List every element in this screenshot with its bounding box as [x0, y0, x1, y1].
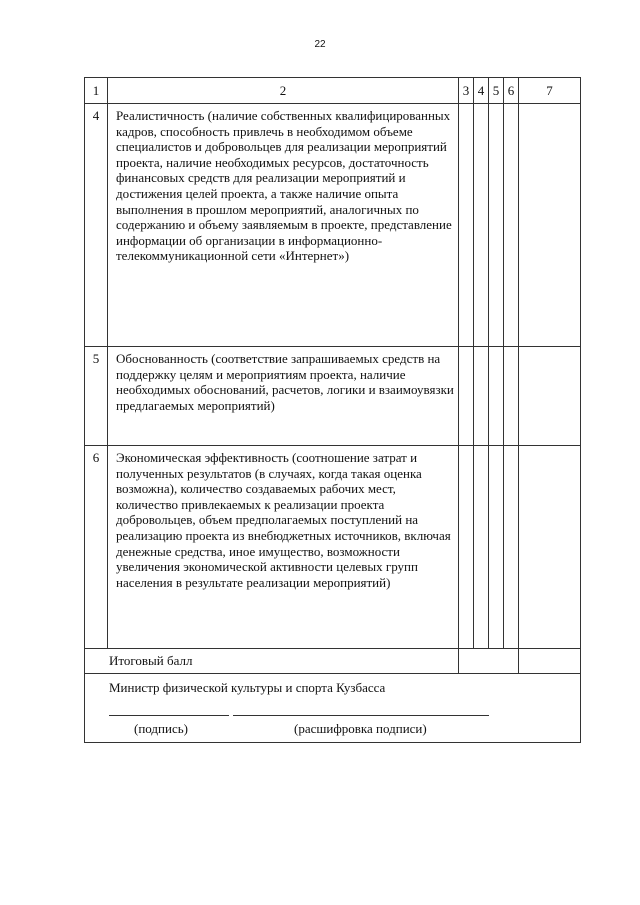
total-score-cell-3-6[interactable] [459, 649, 519, 674]
header-col-4: 4 [474, 78, 489, 104]
row-number: 5 [85, 347, 108, 446]
score-cell-7[interactable] [519, 104, 581, 347]
score-cell-4[interactable] [474, 104, 489, 347]
total-row [85, 649, 581, 674]
signature-row [85, 674, 581, 743]
score-cell-5[interactable] [489, 104, 504, 347]
score-cell-6[interactable] [504, 104, 519, 347]
score-cell-4[interactable] [474, 446, 489, 649]
total-score-cell-7[interactable] [519, 649, 581, 674]
score-cell-6[interactable] [504, 347, 519, 446]
header-col-5: 5 [489, 78, 504, 104]
criterion-text: Обоснованность (соответствие запрашиваемых средств на поддержку целям и мероприятиям проекта, наличие необходимых обоснований, расчетов, логики и взаимоувязки предлагаемых мероприятий) [108, 347, 459, 446]
evaluation-table [84, 77, 581, 743]
score-cell-5[interactable] [489, 347, 504, 446]
signature-line[interactable] [109, 715, 229, 716]
score-cell-3[interactable] [459, 446, 474, 649]
row-number: 4 [85, 104, 108, 347]
table-row [85, 446, 581, 649]
decoding-caption: (расшифровка подписи) [294, 721, 427, 736]
score-cell-6[interactable] [504, 446, 519, 649]
score-cell-7[interactable] [519, 446, 581, 649]
score-cell-7[interactable] [519, 347, 581, 446]
criterion-text: Экономическая эффективность (соотношение затрат и полученных результатов (в случаях, когда такая оценка возможна), количество создаваемых рабочих мест, количество привлекаемых к реализации проекта добровольцев, объем предполагаемых поступлений на реализацию проекта из внебюджетных источников, включая денежные средства, иное имущество, возможности увеличения экономической активности целевых групп населения в результате реализации мероприятий) [108, 446, 459, 649]
table-row [85, 104, 581, 347]
score-cell-4[interactable] [474, 347, 489, 446]
score-cell-3[interactable] [459, 104, 474, 347]
signature-caption: (подпись) [134, 721, 188, 736]
header-col-6: 6 [504, 78, 519, 104]
header-col-1: 1 [85, 78, 108, 104]
minister-title: Министр физической культуры и спорта Кузбасса [109, 680, 386, 695]
signature-decoding-line[interactable] [233, 715, 489, 716]
header-col-3: 3 [459, 78, 474, 104]
table-header-row [85, 78, 581, 104]
score-cell-5[interactable] [489, 446, 504, 649]
row-number: 6 [85, 446, 108, 649]
header-col-7: 7 [519, 78, 581, 104]
signature-block [85, 674, 581, 743]
criterion-text: Реалистичность (наличие собственных квалифицированных кадров, способность привлечь в необходимом объеме специалистов и добровольцев для реализации мероприятий проекта, наличие необходимых ресурсов, достаточность финансовых средств для реализации мероприятий и достижения целей проекта, а также наличие опыта выполнения в прошлом мероприятий, аналогичных по содержанию и объему заявляемым в проекте, представление информации об организации в информационно-телекоммуникационной сети «Интернет») [108, 104, 459, 347]
table-row [85, 347, 581, 446]
page-number: 22 [314, 39, 326, 50]
total-label: Итоговый балл [85, 649, 459, 674]
header-col-2: 2 [108, 78, 459, 104]
score-cell-3[interactable] [459, 347, 474, 446]
